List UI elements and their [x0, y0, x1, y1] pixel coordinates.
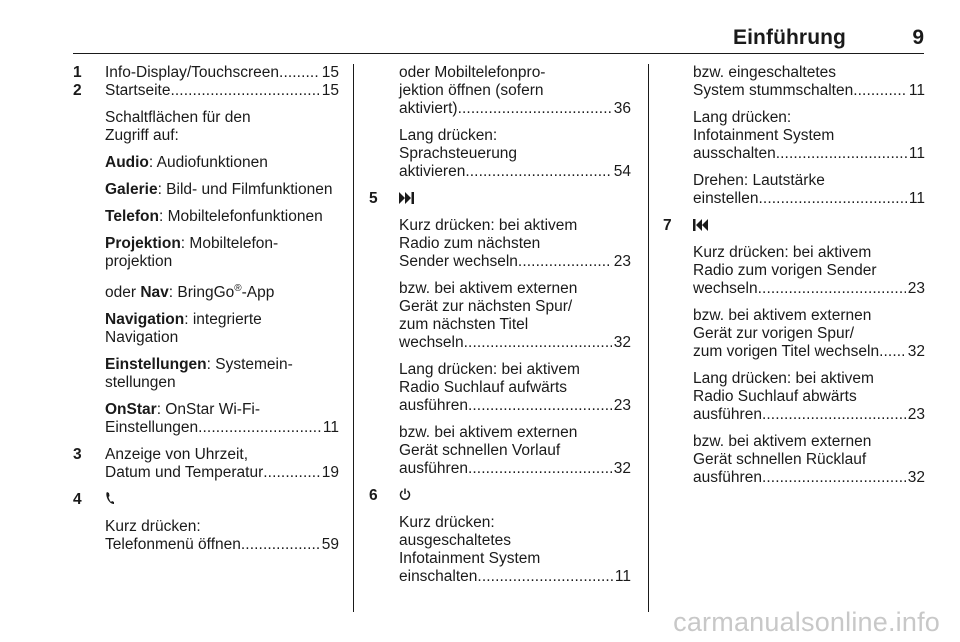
text-line: Sprachsteuerung [399, 145, 518, 162]
text-line: Gerät schnellen Vorlauf [399, 442, 561, 459]
text-line: Kurz drücken: [399, 514, 495, 531]
text-line: jektion öffnen (sofern [399, 82, 544, 99]
index-line: Telefonmenü öffnen . . . 59 [105, 536, 339, 554]
page-ref[interactable]: 32 [613, 334, 631, 351]
entry-number: 5 [369, 190, 378, 207]
text-line: Gerät zur vorigen Spur/ [693, 325, 855, 342]
text-line: Lang drücken: bei aktivem [399, 361, 580, 378]
text-line: Audio: Audiofunktionen [105, 154, 268, 171]
text-line: Radio Suchlauf aufwärts [399, 379, 568, 396]
text-line: Anzeige von Uhrzeit, [105, 446, 249, 464]
page-ref[interactable]: 23 [613, 397, 631, 414]
entry-number: 7 [663, 217, 672, 234]
text-line: Kurz drücken: bei aktivem [399, 217, 578, 234]
entry-6 [369, 487, 631, 586]
entry-number: 3 [73, 446, 82, 464]
text-line: Lang drücken: [399, 127, 498, 144]
text-line: Radio zum vorigen Sender [693, 262, 877, 279]
page-ref[interactable]: 11 [908, 190, 925, 207]
page-ref[interactable]: 32 [907, 343, 925, 360]
text-line: Navigation: integrierte Navigation [105, 311, 262, 347]
index-line: Info-Display/Touchscreen . . . 15 [105, 64, 339, 82]
text-line: Kurz drücken: [105, 518, 201, 536]
page-ref[interactable]: 23 [613, 253, 631, 270]
index-line: ausführen . . . 23 [693, 406, 925, 424]
page-ref[interactable]: 32 [907, 469, 925, 486]
text-line: oder Mobiltelefonpro- [399, 64, 546, 81]
text-line: Radio zum nächsten [399, 235, 541, 252]
next-track-icon [399, 191, 415, 209]
index-line: einschalten . . . 11 [399, 568, 631, 586]
text-line: bzw. bei aktivem externen [399, 280, 578, 297]
text-line: oder Nav: BringGo®-App [105, 283, 275, 302]
page-ref[interactable]: 36 [613, 100, 631, 117]
entry-4 [73, 491, 339, 554]
index-line: wechseln . . . 23 [693, 280, 925, 298]
entry-2 [73, 82, 339, 437]
phone-icon [105, 491, 115, 510]
text-line: Schaltflächen für den [105, 109, 251, 126]
index-line: Datum und Temperatur . . . 19 [105, 464, 339, 482]
page-ref[interactable]: 23 [907, 280, 925, 297]
index-line: ausführen . . . 23 [399, 397, 631, 415]
page-ref[interactable]: 11 [908, 145, 925, 162]
text-line: Infotainment System [399, 550, 541, 567]
index-line: System stummschalten . . . 11 [693, 82, 925, 100]
text-line: Einstellungen: Systemein- stellungen [105, 356, 293, 392]
power-icon [399, 488, 411, 506]
text-line: Drehen: Lautstärke [693, 172, 825, 189]
text-line: OnStar: OnStar Wi-Fi- Einstellungen . . . 11 [105, 401, 339, 437]
page-ref[interactable]: 23 [907, 406, 925, 423]
text-line: Radio Suchlauf abwärts [693, 388, 857, 405]
text-line: Projektion: Mobiltelefon- projektion [105, 235, 279, 270]
page-ref[interactable]: 11 [322, 419, 339, 437]
text-line: ausgeschaltetes [399, 532, 512, 549]
index-line: zum vorigen Titel wechseln . . . 32 [693, 343, 925, 361]
index-line: aktiviert) . . . 36 [399, 100, 631, 118]
text-line: Gerät schnellen Rücklauf [693, 451, 867, 468]
page-number: 9 [912, 26, 924, 49]
text-line: bzw. bei aktivem externen [693, 433, 872, 450]
text-line: Telefon: Mobiltelefonfunktionen [105, 208, 323, 225]
entry-number: 2 [73, 82, 82, 99]
entry-number: 6 [369, 487, 378, 504]
entry-7 [663, 217, 925, 487]
text-line: bzw. bei aktivem externen [399, 424, 578, 441]
text-line: Lang drücken: [693, 109, 792, 126]
text-line: bzw. bei aktivem externen [693, 307, 872, 324]
index-line: Startseite . . . 15 [105, 82, 339, 100]
index-line: ausschalten . . . 11 [693, 145, 925, 163]
watermark: carmanualsonline.info [673, 607, 940, 637]
text-line: bzw. eingeschaltetes [693, 64, 837, 81]
header-divider [73, 53, 924, 54]
column-3 [663, 64, 925, 487]
text-line: zum nächsten Titel [399, 316, 529, 333]
page-ref[interactable]: 15 [321, 82, 339, 99]
page-ref[interactable]: 19 [321, 464, 339, 482]
text-line: Gerät zur nächsten Spur/ [399, 298, 573, 315]
entry-5 [369, 190, 631, 478]
previous-track-icon [693, 218, 709, 236]
page-ref[interactable]: 15 [321, 64, 339, 81]
entry-number: 4 [73, 491, 82, 509]
entry-1 [73, 64, 339, 82]
column-divider-2 [648, 64, 649, 612]
page-ref[interactable]: 54 [613, 163, 631, 180]
index-line: aktivieren . . . 54 [399, 163, 631, 181]
column-2 [369, 64, 631, 586]
page-header [73, 26, 924, 50]
text-line: Kurz drücken: bei aktivem [693, 244, 872, 261]
page-ref[interactable]: 11 [614, 568, 631, 585]
index-line: wechseln . . . 32 [399, 334, 631, 352]
page-ref[interactable]: 32 [613, 460, 631, 477]
entry-number: 1 [73, 64, 82, 81]
column-1 [73, 64, 339, 554]
page-title: Einführung [733, 26, 846, 49]
column-divider-1 [353, 64, 354, 612]
index-line: ausführen . . . 32 [693, 469, 925, 487]
page-ref[interactable]: 11 [908, 82, 925, 99]
text-line: Infotainment System [693, 127, 835, 144]
page-ref[interactable]: 59 [321, 536, 339, 554]
entry-3 [73, 446, 339, 482]
index-line: Sender wechseln . . . 23 [399, 253, 631, 271]
text-line: Galerie: Bild- und Filmfunktionen [105, 181, 333, 198]
index-line: ausführen . . . 32 [399, 460, 631, 478]
text-line: Lang drücken: bei aktivem [693, 370, 874, 387]
index-line: einstellen . . . 11 [693, 190, 925, 208]
text-line: Zugriff auf: [105, 127, 179, 144]
